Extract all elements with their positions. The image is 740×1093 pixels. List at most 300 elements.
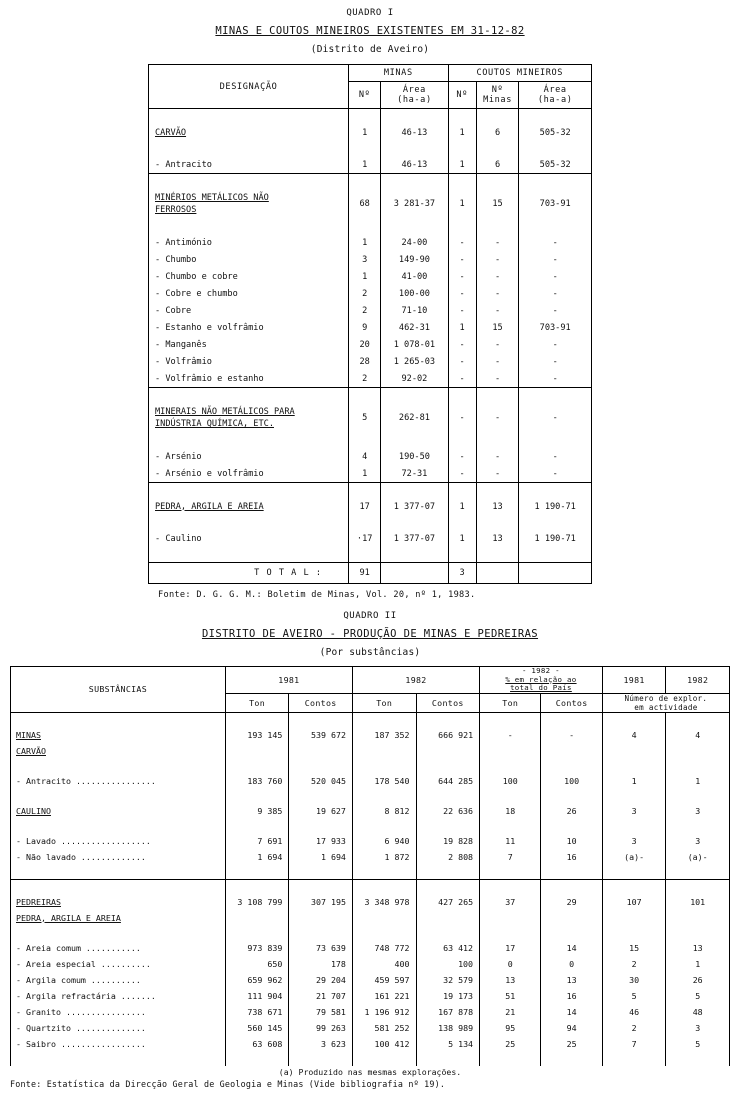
pad <box>519 388 592 403</box>
row-expl-1982 <box>666 743 730 759</box>
row-contos-1982: 644 285 <box>416 773 480 789</box>
pad <box>289 1052 353 1066</box>
row-contos-1981: 79 581 <box>289 1004 353 1020</box>
pad <box>416 759 480 773</box>
pad <box>480 926 541 940</box>
pad <box>352 926 416 940</box>
pad <box>149 388 349 403</box>
row-contos-1982 <box>416 743 480 759</box>
row-minas-area: 149-90 <box>381 251 448 268</box>
header-percent-l3: total do País <box>510 683 572 693</box>
row-minas-area: 46-13 <box>381 156 448 174</box>
row-ton-1981: 560 145 <box>225 1020 289 1036</box>
pad <box>541 926 602 940</box>
pad <box>149 141 349 156</box>
row-minas-area: 262-81 <box>381 403 448 433</box>
row-contos-1982: 167 878 <box>416 1004 480 1020</box>
row-pct-contos: 10 <box>541 833 602 849</box>
row-coutos-nminas: - <box>476 370 519 388</box>
table-row <box>11 773 730 789</box>
row-pct-contos: 26 <box>541 803 602 819</box>
row-minas-n: 1 <box>349 465 381 483</box>
table-row <box>11 894 730 910</box>
quadro2-source: Fonte: Estatística da Direcção Geral de Geologia e Minas (Vide bibliografia nº 19). <box>10 1078 446 1089</box>
row-minas-area: 100-00 <box>381 285 448 302</box>
row-pct-contos: 16 <box>541 988 602 1004</box>
header-designacao: DESIGNAÇÃO <box>149 65 349 109</box>
pad <box>289 819 353 833</box>
pad <box>381 219 448 234</box>
row-label: - Cobre e chumbo <box>149 285 349 302</box>
pad <box>349 219 381 234</box>
row-coutos-n: 1 <box>448 156 476 174</box>
pad <box>225 1052 289 1066</box>
header-coutos-area-l2: (ha-a) <box>537 95 573 105</box>
row-label: - Arsénio <box>149 448 349 465</box>
quadro1-table-wrap <box>148 64 592 584</box>
row-expl-1981: 46 <box>602 1004 666 1020</box>
pad <box>541 819 602 833</box>
row-contos-1982: 63 412 <box>416 940 480 956</box>
row-contos-1981: 29 204 <box>289 972 353 988</box>
row-contos-1981: 539 672 <box>289 727 353 743</box>
row-coutos-nminas: - <box>476 403 519 433</box>
row-minas-n: 1 <box>349 234 381 251</box>
row-ton-1981: 738 671 <box>225 1004 289 1020</box>
row-expl-1982: 48 <box>666 1004 730 1020</box>
row-ton-1982: 6 940 <box>352 833 416 849</box>
row-ton-1982: 400 <box>352 956 416 972</box>
row-expl-1981: 3 <box>602 833 666 849</box>
row-coutos-n: - <box>448 285 476 302</box>
pad <box>448 388 476 403</box>
row-contos-1981: 178 <box>289 956 353 972</box>
table-row <box>11 1036 730 1052</box>
row-expl-1981: 7 <box>602 1036 666 1052</box>
table-header-row <box>11 667 730 694</box>
pad <box>476 483 519 498</box>
row-coutos-area: 1 190-71 <box>519 530 592 547</box>
row-coutos-nminas: - <box>476 285 519 302</box>
row-expl-1981: (a)- <box>602 849 666 865</box>
pad <box>349 141 381 156</box>
row-contos-1981: 307 195 <box>289 894 353 910</box>
pad <box>349 388 381 403</box>
row-minas-area: 1 377-07 <box>381 530 448 547</box>
pad <box>519 219 592 234</box>
row-coutos-nminas: - <box>476 353 519 370</box>
pad <box>519 174 592 189</box>
row-contos-1981: 3 623 <box>289 1036 353 1052</box>
row-minas-n: 68 <box>349 189 381 219</box>
total-coutos-area <box>519 563 592 584</box>
row-pct-contos: 0 <box>541 956 602 972</box>
pad <box>149 219 349 234</box>
row-contos-1982 <box>416 910 480 926</box>
row-ton-1981: 63 608 <box>225 1036 289 1052</box>
row-pct-contos: 29 <box>541 894 602 910</box>
header-coutos-nminas-l2: Minas <box>483 95 512 105</box>
row-coutos-n: - <box>448 251 476 268</box>
header-contos-pct: Contos <box>541 693 602 712</box>
row-minas-area: 1 377-07 <box>381 498 448 515</box>
header-percent <box>480 667 603 694</box>
header-1982-expl: 1982 <box>666 667 730 694</box>
row-label: - Não lavado ............. <box>11 849 226 865</box>
row-label: - Chumbo e cobre <box>149 268 349 285</box>
row-minas-n: 5 <box>349 403 381 433</box>
row-contos-1982: 5 134 <box>416 1036 480 1052</box>
row-ton-1981: 659 962 <box>225 972 289 988</box>
row-coutos-nminas: - <box>476 465 519 483</box>
pad <box>349 515 381 530</box>
quadro2-title <box>10 628 730 640</box>
row-label-text: MINERAIS NÃO METÁLICOS PARA <box>155 407 295 417</box>
pad <box>289 789 353 803</box>
table-header-row <box>149 65 592 82</box>
table-row <box>149 251 592 268</box>
row-expl-1981 <box>602 743 666 759</box>
pad <box>476 433 519 448</box>
row-coutos-nminas: - <box>476 268 519 285</box>
pad <box>476 109 519 125</box>
row-expl-1982: 3 <box>666 833 730 849</box>
pad <box>666 926 730 940</box>
row-coutos-area: 505-32 <box>519 124 592 141</box>
pad <box>519 515 592 530</box>
pad <box>289 926 353 940</box>
pad <box>289 759 353 773</box>
row-coutos-n: - <box>448 336 476 353</box>
pad <box>476 547 519 563</box>
row-minas-n: 1 <box>349 124 381 141</box>
row-label-text-2: FERROSOS <box>155 205 197 215</box>
table-row <box>149 530 592 547</box>
row-coutos-n: - <box>448 465 476 483</box>
header-coutos: COUTOS MINEIROS <box>448 65 591 82</box>
row-minas-n: 20 <box>349 336 381 353</box>
pad <box>381 483 448 498</box>
row-coutos-n: - <box>448 403 476 433</box>
pad <box>476 388 519 403</box>
pad <box>149 109 349 125</box>
row-ton-1982 <box>352 910 416 926</box>
total-coutos-nminas <box>476 563 519 584</box>
table-row <box>149 498 592 515</box>
row-coutos-n: 1 <box>448 498 476 515</box>
pad <box>225 880 289 894</box>
pad <box>349 483 381 498</box>
pad <box>541 759 602 773</box>
row-coutos-n: - <box>448 234 476 251</box>
row-pct-ton: 25 <box>480 1036 541 1052</box>
row-minas-area: 1 265-03 <box>381 353 448 370</box>
pad <box>666 819 730 833</box>
table-row <box>11 743 730 759</box>
pad <box>602 712 666 727</box>
row-coutos-nminas: 6 <box>476 124 519 141</box>
pad <box>602 865 666 880</box>
header-ton-81: Ton <box>225 693 289 712</box>
row-expl-1982: 26 <box>666 972 730 988</box>
pad <box>448 109 476 125</box>
row-minas-n: 4 <box>349 448 381 465</box>
row-ton-1982: 187 352 <box>352 727 416 743</box>
table-row <box>149 465 592 483</box>
row-expl-1981: 5 <box>602 988 666 1004</box>
quadro1-title <box>10 25 730 37</box>
row-expl-1982: 101 <box>666 894 730 910</box>
row-coutos-area: - <box>519 403 592 433</box>
pad <box>519 547 592 563</box>
quadro2-label: QUADRO II <box>343 611 397 621</box>
row-contos-1981: 1 694 <box>289 849 353 865</box>
row-label: - Caulino <box>149 530 349 547</box>
header-minas-area-l1: Área <box>402 85 426 95</box>
row-expl-1982: 1 <box>666 956 730 972</box>
header-substancias: SUBSTÂNCIAS <box>11 667 226 713</box>
pad <box>448 174 476 189</box>
header-ton-82: Ton <box>352 693 416 712</box>
table-row <box>11 910 730 926</box>
row-minas-area: 92-02 <box>381 370 448 388</box>
row-contos-1982: 138 989 <box>416 1020 480 1036</box>
table-row <box>149 124 592 141</box>
total-minas-n: 91 <box>349 563 381 584</box>
pad <box>349 547 381 563</box>
pad <box>352 819 416 833</box>
row-expl-1981: 3 <box>602 803 666 819</box>
pad <box>381 547 448 563</box>
row-expl-1981: 15 <box>602 940 666 956</box>
row-label: - Manganês <box>149 336 349 353</box>
row-ton-1982: 161 221 <box>352 988 416 1004</box>
pad <box>448 515 476 530</box>
pad <box>381 515 448 530</box>
row-label <box>149 124 349 141</box>
pad <box>352 865 416 880</box>
table-row <box>11 727 730 743</box>
row-coutos-nminas: - <box>476 251 519 268</box>
pad <box>541 880 602 894</box>
row-minas-n: 1 <box>349 268 381 285</box>
header-contos-81: Contos <box>289 693 353 712</box>
row-coutos-area: - <box>519 268 592 285</box>
row-expl-1981: 1 <box>602 773 666 789</box>
pad <box>602 926 666 940</box>
row-ton-1981: 183 760 <box>225 773 289 789</box>
pad <box>480 759 541 773</box>
header-1981-expl: 1981 <box>602 667 666 694</box>
row-coutos-area: 505-32 <box>519 156 592 174</box>
row-ton-1981: 9 385 <box>225 803 289 819</box>
pad <box>666 880 730 894</box>
quadro2-table-wrap <box>10 666 730 1066</box>
row-label: - Volfrâmio e estanho <box>149 370 349 388</box>
row-label <box>11 803 226 819</box>
row-coutos-area: - <box>519 251 592 268</box>
pad <box>448 547 476 563</box>
pad <box>381 388 448 403</box>
row-coutos-n: - <box>448 268 476 285</box>
row-coutos-n: 1 <box>448 189 476 219</box>
table-row <box>11 956 730 972</box>
pad <box>11 819 226 833</box>
pad <box>289 880 353 894</box>
row-pct-ton: 95 <box>480 1020 541 1036</box>
header-coutos-nminas <box>476 82 519 109</box>
row-pct-ton <box>480 743 541 759</box>
pad <box>448 483 476 498</box>
row-pct-ton: 18 <box>480 803 541 819</box>
pad <box>666 789 730 803</box>
pad <box>225 759 289 773</box>
row-minas-area: 46-13 <box>381 124 448 141</box>
header-minas-area-l2: (ha-a) <box>397 95 432 105</box>
quadro2-note: (a) Produzido nas mesmas explorações. <box>278 1066 462 1077</box>
row-pct-ton: 51 <box>480 988 541 1004</box>
table-row <box>149 448 592 465</box>
row-ton-1981: 111 904 <box>225 988 289 1004</box>
row-coutos-area: - <box>519 285 592 302</box>
row-ton-1981: 3 108 799 <box>225 894 289 910</box>
header-1982: 1982 <box>352 667 479 694</box>
pad <box>416 712 480 727</box>
row-label: - Saibro ................. <box>11 1036 226 1052</box>
table-row <box>149 302 592 319</box>
header-coutos-area-l1: Área <box>543 85 567 95</box>
row-expl-1982: 1 <box>666 773 730 789</box>
header-exploracoes-l2: em actividade <box>634 702 698 712</box>
row-minas-n: ·17 <box>349 530 381 547</box>
row-coutos-nminas: 15 <box>476 319 519 336</box>
row-coutos-area: - <box>519 234 592 251</box>
row-coutos-nminas: - <box>476 234 519 251</box>
pad <box>381 141 448 156</box>
table-row <box>11 1020 730 1036</box>
header-contos-82: Contos <box>416 693 480 712</box>
row-pct-ton: 11 <box>480 833 541 849</box>
row-contos-1982: 19 173 <box>416 988 480 1004</box>
row-expl-1981: 4 <box>602 727 666 743</box>
row-minas-n: 1 <box>349 156 381 174</box>
row-coutos-n: 1 <box>448 124 476 141</box>
row-coutos-nminas: 6 <box>476 156 519 174</box>
row-coutos-area: 1 190-71 <box>519 498 592 515</box>
pad <box>519 433 592 448</box>
row-minas-n: 3 <box>349 251 381 268</box>
pad <box>480 1052 541 1066</box>
quadro1-source: Fonte: D. G. G. M.: Boletim de Minas, Vol. 20, nº 1, 1983. <box>158 590 476 600</box>
pad <box>666 1052 730 1066</box>
pad <box>541 789 602 803</box>
row-label-text: CARVÃO <box>155 127 187 138</box>
row-label: - Areia comum ........... <box>11 940 226 956</box>
row-label-text: CARVÃO <box>16 745 46 756</box>
header-ton-pct: Ton <box>480 693 541 712</box>
pad <box>448 141 476 156</box>
pad <box>289 712 353 727</box>
row-label <box>11 894 226 910</box>
row-minas-area: 72-31 <box>381 465 448 483</box>
pad <box>11 759 226 773</box>
row-pct-ton: 7 <box>480 849 541 865</box>
pad <box>11 789 226 803</box>
row-pct-contos <box>541 910 602 926</box>
row-ton-1982: 1 196 912 <box>352 1004 416 1020</box>
row-contos-1981: 19 627 <box>289 803 353 819</box>
row-label: - Antracito ................ <box>11 773 226 789</box>
row-minas-area: 190-50 <box>381 448 448 465</box>
row-minas-area: 1 078-01 <box>381 336 448 353</box>
pad <box>519 141 592 156</box>
row-coutos-n: 1 <box>448 530 476 547</box>
quadro2-title-text: DISTRITO DE AVEIRO - PRODUÇÃO DE MINAS E PEDREIRAS <box>201 628 539 640</box>
row-ton-1981 <box>225 743 289 759</box>
row-pct-ton: 17 <box>480 940 541 956</box>
table-row <box>11 988 730 1004</box>
pad <box>11 926 226 940</box>
total-label: T O T A L : <box>149 563 349 584</box>
row-ton-1982: 581 252 <box>352 1020 416 1036</box>
row-coutos-n: - <box>448 302 476 319</box>
row-contos-1981: 99 263 <box>289 1020 353 1036</box>
row-pct-contos <box>541 743 602 759</box>
row-label <box>149 189 349 219</box>
row-coutos-n: 1 <box>448 319 476 336</box>
pad <box>476 515 519 530</box>
pad <box>225 789 289 803</box>
row-expl-1982: 3 <box>666 1020 730 1036</box>
quadro1-label: QUADRO I <box>346 8 394 18</box>
row-coutos-area: - <box>519 448 592 465</box>
pad <box>149 515 349 530</box>
row-coutos-nminas: 15 <box>476 189 519 219</box>
table-row <box>149 156 592 174</box>
row-label: - Antimónio <box>149 234 349 251</box>
table-row <box>149 319 592 336</box>
pad <box>225 865 289 880</box>
row-coutos-area: 703-91 <box>519 189 592 219</box>
row-pct-ton: 37 <box>480 894 541 910</box>
header-minas: MINAS <box>349 65 448 82</box>
pad <box>666 865 730 880</box>
row-label-text: PEDRA, ARGILA E AREIA <box>155 501 264 512</box>
row-pct-contos: 16 <box>541 849 602 865</box>
row-minas-n: 28 <box>349 353 381 370</box>
pad <box>448 433 476 448</box>
row-minas-area: 24-00 <box>381 234 448 251</box>
header-percent-l2: % em relação ao <box>505 674 577 684</box>
row-contos-1981: 73 639 <box>289 940 353 956</box>
row-coutos-area: - <box>519 465 592 483</box>
row-expl-1981: 2 <box>602 956 666 972</box>
row-contos-1981: 520 045 <box>289 773 353 789</box>
row-ton-1982: 459 597 <box>352 972 416 988</box>
table-row <box>11 833 730 849</box>
table-row <box>149 189 592 219</box>
row-minas-area: 462-31 <box>381 319 448 336</box>
row-pct-ton <box>480 910 541 926</box>
row-contos-1981 <box>289 910 353 926</box>
row-coutos-n: - <box>448 370 476 388</box>
row-contos-1981 <box>289 743 353 759</box>
row-ton-1982: 1 872 <box>352 849 416 865</box>
quadro1-subtitle: (Distrito de Aveiro) <box>310 44 430 55</box>
row-label: - Arsénio e volfrâmio <box>149 465 349 483</box>
row-label-text-2: INDÚSTRIA QUÍMICA, ETC. <box>155 419 274 429</box>
pad <box>476 174 519 189</box>
